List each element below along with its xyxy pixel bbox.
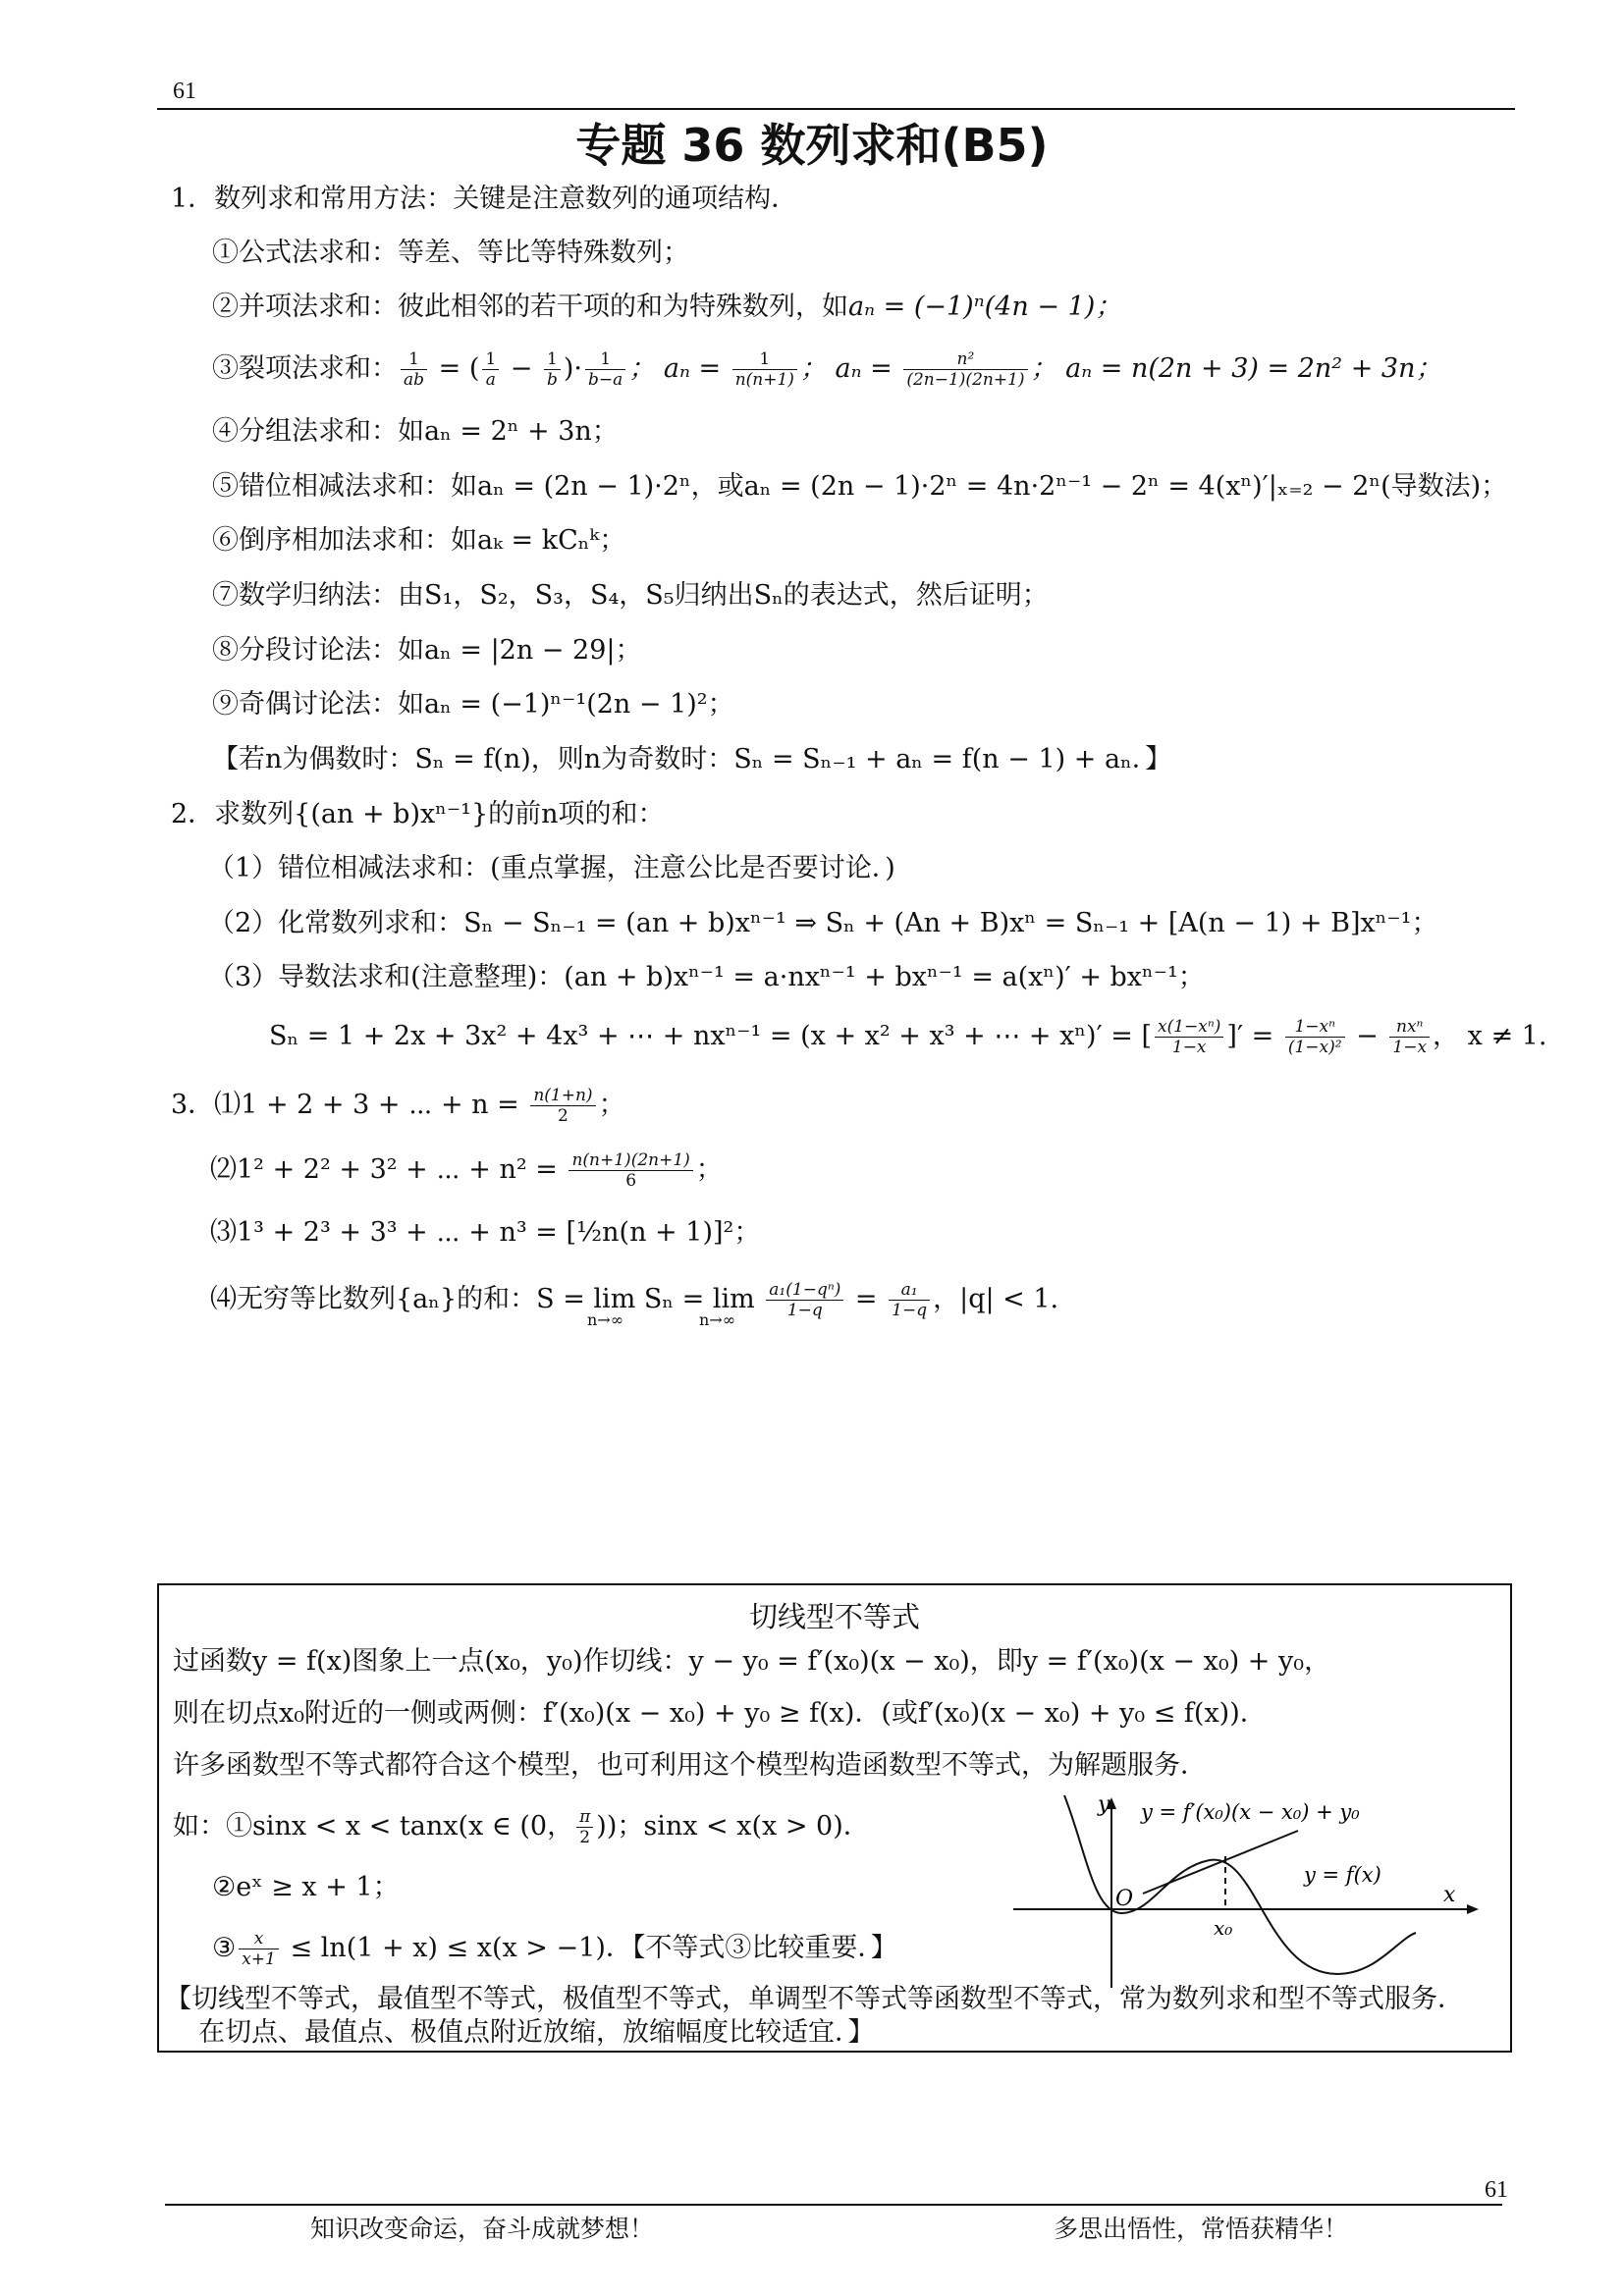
method-3: ③裂项法求和： $\frac{1}{ab}$ = ( $\frac{1}{a}$ − $\frac{1}{b}$ )· $\frac{1}{b-a}$ ； aₙ = $\frac{1}{n(n+1)}$ ； aₙ = $\frac{\text{n²}}{(2n-1)(2n+1)}$ ； aₙ = n(2n + 3) = 2n² + 3n； (212, 349, 1442, 390)
x-axis-arrow (1467, 1904, 1479, 1914)
fraction: $\frac{\text{a₁(1−qⁿ)}}{1-q}$ (766, 1280, 843, 1320)
method-6: ⑥倒序相加法求和：如aₖ = kCₙᵏ； (212, 525, 626, 556)
y-axis-label: y (1098, 1792, 1110, 1817)
section3-item-2: ⑵1² + 2² + 3² + ⋯ + n² = $\frac{n(n+1)(2n+1)}{6}$ ； (210, 1150, 723, 1191)
footer-motto-left: 知识改变命运，奋斗成就梦想！ (310, 2215, 655, 2243)
fraction: $\frac{1}{ab}$ (401, 349, 427, 390)
box-line-5: ②eˣ ≥ x + 1； (212, 1872, 400, 1902)
fraction: $\frac{1}{n(n+1)}$ (732, 349, 797, 390)
fraction: $\frac{\text{nxⁿ}}{1-x}$ (1389, 1017, 1430, 1057)
curve-label: y = f(x) (1304, 1863, 1381, 1887)
footer-rule (165, 2204, 1502, 2206)
section2-item-2: （2）化常数列求和：Sₙ − Sₙ₋₁ = (an + b)xⁿ⁻¹ ⇒ Sₙ + (An + B)xⁿ = Sₙ₋₁ + [A(n − 1) + B]xⁿ⁻¹； (208, 908, 1438, 938)
fraction: $\frac{1}{a}$ (482, 349, 499, 390)
method-8: ⑧分段讨论法：如aₙ = |2n − 29|； (212, 635, 642, 666)
fraction: $\frac{\text{x(1−xⁿ)}}{1-x}$ (1155, 1017, 1223, 1057)
section2-heading: 2．求数列{(an + b)xⁿ⁻¹}的前n项的和： (171, 799, 665, 829)
section3-item-4: ⑷无穷等比数列{aₙ}的和：S = lim Sₙ = lim $\frac{\text{a₁(1−qⁿ)}}{1-q}$ = $\frac{\text{a₁}}{1-q}$ ，|q| < 1. (210, 1280, 1059, 1320)
section1-heading: 1．数列求和常用方法：关键是注意数列的通项结构． (171, 184, 798, 214)
method-3-text: ③裂项法求和： (212, 353, 398, 384)
page-title: 专题 36 数列求和(B5) (575, 119, 1049, 172)
box-line-4: 如：①sinx < x < tanx(x ∈ (0， $\frac{\pi}{2}$ ))；sinx < x(x > 0)． (173, 1807, 870, 1847)
box-line-8: 在切点、最值点、极值点附近放缩，放缩幅度比较适宜．】 (198, 2017, 875, 2048)
box-line-3: 许多函数型不等式都符合这个模型，也可利用这个模型构造函数型不等式，为解题服务． (173, 1750, 1207, 1781)
fraction: $\frac{\text{1−xⁿ}}{\text{(1−x)²}}$ (1285, 1017, 1345, 1057)
method-5: ⑤错位相减法求和：如aₙ = (2n − 1)·2ⁿ，或aₙ = (2n − 1)·2ⁿ = 4n·2ⁿ⁻¹ − 2ⁿ = 4(xⁿ)′|ₓ₌₂ − 2ⁿ(导数法)； (212, 471, 1508, 502)
x0-label: x₀ (1214, 1916, 1233, 1940)
fraction: $\frac{x}{x+1}$ (239, 1929, 279, 1969)
section2-sum-formula: Sₙ = 1 + 2x + 3x² + 4x³ + ⋯ + nxⁿ⁻¹ = (x + x² + x³ + ⋯ + xⁿ)′ = [ $\frac{\text{x(1−xⁿ)}}{1-x}$ ]′ = $\frac{\text{1−xⁿ}}{\text{(1−x)²}}$ − $\frac{\text{nxⁿ}}{1-x}$ ， x ≠ 1. (269, 1017, 1547, 1057)
tangent-graph (1013, 1791, 1504, 1988)
section3-item-3: ⑶1³ + 2³ + 3³ + ⋯ + n³ = [½n(n + 1)]²； (210, 1217, 761, 1248)
fraction: $\frac{\text{n²}}{(2n-1)(2n+1)}$ (903, 349, 1027, 390)
fraction: $\frac{1}{b-a}$ (585, 349, 625, 390)
box-title: 切线型不等式 (748, 1600, 920, 1633)
header-page-number: 61 (173, 79, 196, 104)
box-line-2: 则在切点x₀附近的一侧或两侧：f′(x₀)(x − x₀) + y₀ ≥ f(x)．(或f′(x₀)(x − x₀) + y₀ ≤ f(x))． (173, 1698, 1267, 1729)
fraction: $\frac{n(n+1)(2n+1)}{6}$ (568, 1150, 692, 1191)
fraction: $\frac{\text{a₁}}{1-q}$ (889, 1280, 930, 1320)
method-2-formula: aₙ = (−1)ⁿ(4n − 1)； (848, 292, 1122, 322)
tangent-inequality-box (157, 1583, 1512, 2053)
parity-note: 【若n为偶数时：Sₙ = f(n)，则n为奇数时：Sₙ = Sₙ₋₁ + aₙ = f(n − 1) + aₙ．】 (212, 744, 1172, 774)
origin-label: O (1115, 1887, 1134, 1911)
tangent-line (1143, 1831, 1298, 1894)
method-9: ⑨奇偶讨论法：如aₙ = (−1)ⁿ⁻¹(2n − 1)²； (212, 689, 734, 720)
footer-motto-right: 多思出悟性，常悟获精华！ (1054, 2215, 1349, 2243)
method-2-text: ②并项法求和：彼此相邻的若干项的和为特殊数列，如 (212, 292, 848, 322)
fraction: $\frac{\pi}{2}$ (576, 1807, 593, 1847)
method-2 (212, 290, 1121, 325)
tangent-label: y = f′(x₀)(x − x₀) + y₀ (1141, 1800, 1360, 1824)
box-line-7: 【切线型不等式，最值型不等式，极值型不等式，单调型不等式等函数型不等式，常为数列求和型不等式服务． (165, 1984, 1464, 2014)
method-4: ④分组法求和：如aₙ = 2ⁿ + 3n； (212, 416, 619, 447)
section2-item-1: （1）错位相减法求和：(重点掌握，注意公比是否要讨论．) (208, 853, 895, 883)
x-axis-label: x (1443, 1883, 1456, 1907)
section3-item-1: 3．⑴1 + 2 + 3 + ⋯ + n = $\frac{n(1+n)}{2}$ ； (171, 1086, 625, 1126)
limit-subscript: n→∞ (699, 1310, 736, 1329)
box-line-1: 过函数y = f(x)图象上一点(x₀，y₀)作切线：y − y₀ = f′(x₀)(x − x₀)，即y = f′(x₀)(x − x₀) + y₀， (173, 1646, 1331, 1677)
limit-subscript: n→∞ (587, 1310, 624, 1329)
method-1: ①公式法求和：等差、等比等特殊数列； (212, 238, 689, 268)
box-line-6: ③ $\frac{x}{x+1}$ ≤ ln(1 + x) ≤ x(x > −1)．【不等式③比较重要．】 (212, 1929, 897, 1969)
method-7: ⑦数学归纳法：由S₁，S₂，S₃，S₄，S₅归纳出Sₙ的表达式，然后证明； (212, 580, 1049, 611)
fraction: $\frac{1}{b}$ (544, 349, 561, 390)
fraction: $\frac{n(1+n)}{2}$ (530, 1086, 595, 1126)
section2-item-3: （3）导数法求和(注意整理)：(an + b)xⁿ⁻¹ = a·nxⁿ⁻¹ + bxⁿ⁻¹ = a(xⁿ)′ + bxⁿ⁻¹； (208, 962, 1205, 992)
footer-page-number: 61 (1485, 2177, 1508, 2203)
